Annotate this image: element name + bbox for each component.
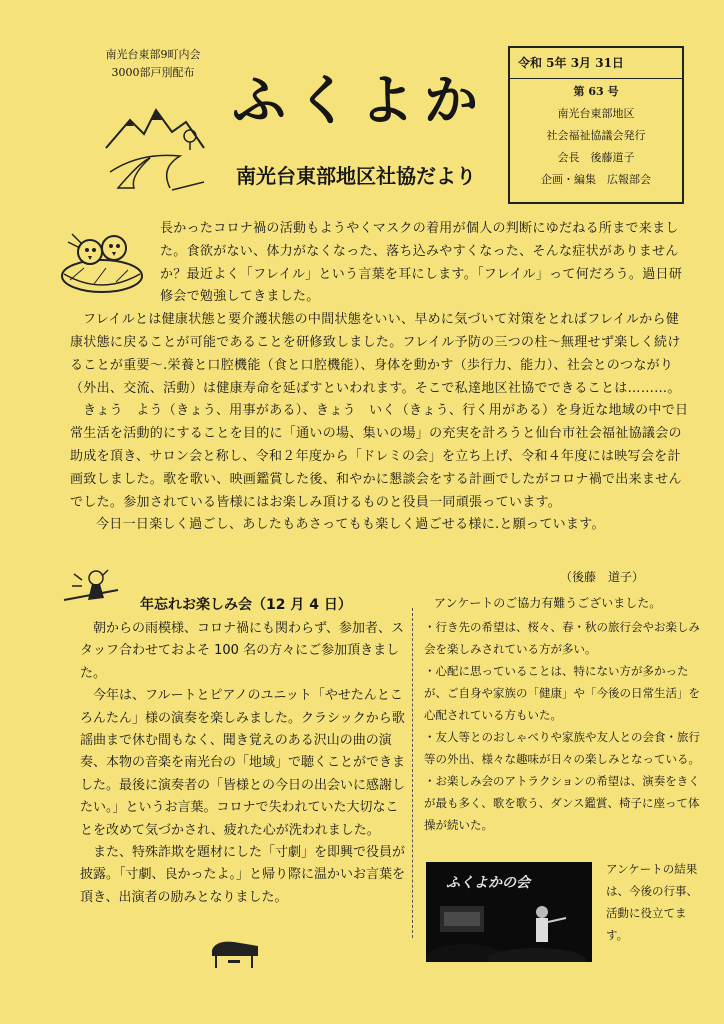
intro-signature: （後藤 道子） [560, 570, 645, 584]
distribution-note [88, 46, 218, 82]
distribution-line-2: 3000部戸別配布 [111, 66, 195, 79]
newsletter-title: ふくよか [232, 68, 488, 132]
event-title: 年忘れお楽しみ会（12 月 4 日） [140, 597, 352, 613]
event-article [80, 618, 410, 909]
issue-info-box [508, 46, 684, 204]
piano-icon [208, 936, 262, 972]
issue-date: 令和 5年 3月 31日 [510, 52, 682, 79]
fairy-icon [62, 566, 122, 612]
mountain-road-icon [100, 92, 210, 192]
publisher: 社会福祉協議会発行 [546, 129, 646, 142]
survey-note: アンケートの結果は、今後の行事、活動に役立てます。 [606, 862, 698, 942]
district-name: 南光台東部地区 [557, 107, 635, 120]
survey-item-4: ・お楽しみ会のアトラクションの希望は、演奏をきくが最も多く、歌を歌う、ダンス鑑賞、椅子に座って体操が続いた。 [424, 774, 700, 832]
intro-paragraph-2: フレイルとは健康状態と要介護状態の中間状態をいい、早めに気づいて対策をとればフレイルから健康状態に戻ることが可能であることを研修致しました。フレイル予防の三つの柱～無理せず楽しく続けることが重要～.栄養と口腔機能（食と口腔機能）、身体を動かす（歩行力、能力）、社会とのつながり（外出、交流、活動）は健康寿命を延ばすといわれます。そこで私達地区社協でできることは………。 [70, 312, 681, 396]
survey-item-2: ・心配に思っていることは、特にない方が多かったが、ご自身や家族の「健康」や「今後の日常生活」を心配されている方もいた。 [424, 664, 700, 722]
survey-item-1: ・行き先の希望は、桜々、春・秋の旅行会やお楽しみ会を楽しみされている方が多い。 [424, 620, 700, 656]
editor: 企画・編集 広報部会 [541, 173, 651, 186]
column-divider [412, 608, 414, 938]
intro-paragraph-1: 長かったコロナ禍の活動もようやくマスクの着用が個人の判断にゆだねる所まで来ました。食欲がない、体力がなくなった、落ち込みやすくなった、そんな症状がありませんか？最近よく「フレイル」という言葉を耳にします。「フレイル」って何だろう。過日研修会で勉強してきました。 [160, 221, 683, 305]
intro-article [56, 218, 692, 537]
survey-item-3: ・友人等とのおしゃべりや家族や友人との会食・旅行等の外出、様々な趣味が日々の楽しみとなっている。 [424, 730, 700, 766]
survey-heading: アンケートのご協力有難うございました。 [434, 596, 662, 610]
newsletter-subtitle: 南光台東部地区社協だより [236, 164, 476, 188]
photo-caption: ふくよかの会 [446, 875, 530, 891]
event-paragraph-1: 朝からの雨模様、コロナ禍にも関わらず、参加者、スタッフ合わせておよそ 100 名の方々にご参加頂きました。 [80, 621, 404, 681]
intro-paragraph-3: きょう よう（きょう、用事がある）、きょう いく（きょう、行く用がある）を身近な地域の中で日常生活を活動的にすることを目的に「通いの場、集いの場」の充実を計ろうと仙台市社会福祉協議会の助成を頂き、サロン会と称し、令和２年度から「ドレミの会」を立ち上げ、令和４年度には映写会を計画致しました。歌を歌い、映画鑑賞した後、和やかに懇談会をする計画でしたがコロナ禍で出来ませんでした。参加されている皆様にはお楽しみ頂けるものと役員一同頑張っています。 [70, 403, 689, 510]
issue-number: 第 63 号 [573, 85, 619, 98]
survey-results [424, 616, 704, 836]
event-paragraph-2: 今年は、フルートとピアノのユニット「やせたんところんたん」様の演奏を楽しみました。クラシックから歌謡曲まで休む間もなく、聞き覚えのある沢山の曲の演奏、本物の音楽を南光台の「地域」で聴くことができました。最後に演奏者の「皆様との今日の出会いに感謝したい。」というお言葉。コロナで失われていた大切なことを改めて気づかされ、疲れた心が洗われました。 [80, 688, 406, 838]
distribution-line-1: 南光台東部9町内会 [105, 48, 201, 61]
chairperson: 会長 後藤道子 [557, 151, 635, 164]
event-paragraph-3: また、特殊詐欺を題材にした「寸劇」を即興で役員が披露。「寸劇、良かったよ。」と帰り際に温かいお言葉を頂き、出演者の励みとなりました。 [80, 845, 406, 905]
intro-paragraph-4: 今日一日楽しく過ごし、あしたもあさってもも楽しく過ごせる様に.と願っています。 [96, 517, 605, 533]
